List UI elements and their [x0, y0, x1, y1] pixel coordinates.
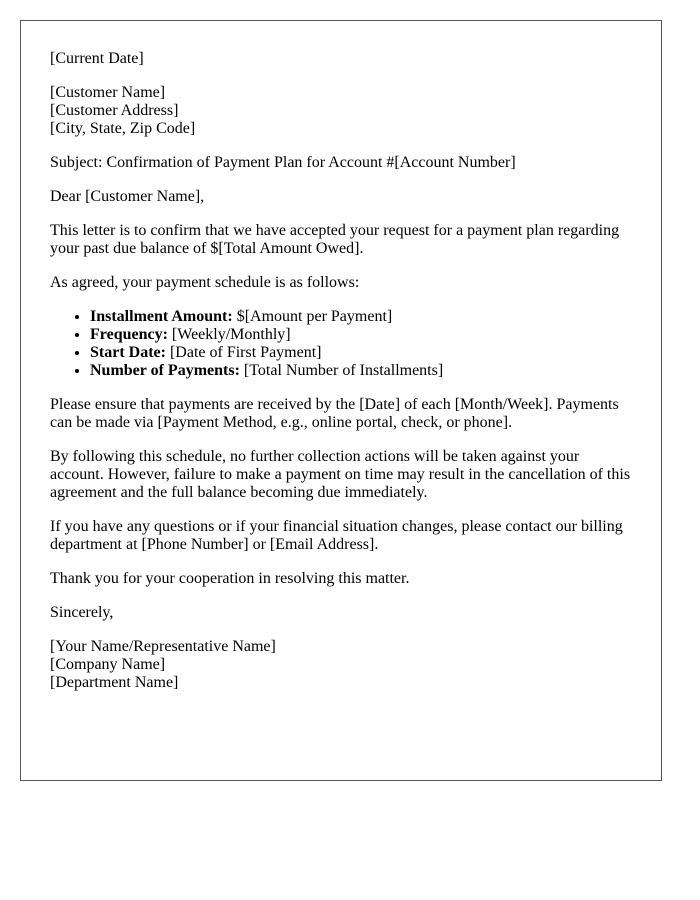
signature-name: [Your Name/Representative Name]: [50, 638, 276, 655]
schedule-value: [Weekly/Monthly]: [167, 326, 291, 343]
salutation: Dear [Customer Name],: [50, 188, 205, 205]
consequences-paragraph: By following this schedule, no further collection actions will be taken against your account. However, failure to make a payment on time may result in the cancellation of this agreement and the full balance becoming due immediately.: [50, 448, 631, 501]
recipient-block: [50, 84, 633, 138]
recipient-address: [Customer Address]: [50, 102, 179, 119]
subject-line: Subject: Confirmation of Payment Plan for Account #[Account Number]: [50, 154, 516, 171]
date: [Current Date]: [50, 50, 144, 67]
schedule-label: Number of Payments:: [90, 362, 240, 379]
schedule-item: [90, 308, 633, 326]
signature-department: [Department Name]: [50, 674, 179, 691]
intro-paragraph: This letter is to confirm that we have accepted your request for a payment plan regarding your past due balance of $[Total Amount Owed].: [50, 222, 620, 257]
schedule-value: $[Amount per Payment]: [232, 308, 393, 325]
schedule-item: [90, 344, 633, 362]
letter: [20, 20, 662, 781]
payment-instructions: Please ensure that payments are received by the [Date] of each [Month/Week]. Payments can be made via [Payment Method, e.g., online portal, check, or phone].: [50, 396, 619, 431]
schedule-label: Installment Amount:: [90, 308, 233, 325]
schedule-value: [Date of First Payment]: [165, 344, 322, 361]
schedule-value: [Total Number of Installments]: [239, 362, 444, 379]
recipient-city: [City, State, Zip Code]: [50, 120, 196, 137]
closing: Sincerely,: [50, 604, 114, 621]
recipient-name: [Customer Name]: [50, 84, 166, 101]
schedule-label: Frequency:: [90, 326, 168, 343]
contact-paragraph: If you have any questions or if your financial situation changes, please contact our billing department at [Phone Number] or [Email Address].: [50, 518, 623, 553]
schedule-label: Start Date:: [90, 344, 166, 361]
schedule-item: [90, 362, 633, 380]
signature-block: [50, 638, 633, 692]
schedule-list: [50, 308, 633, 380]
signature-company: [Company Name]: [50, 656, 166, 673]
schedule-item: [90, 326, 633, 344]
thanks-paragraph: Thank you for your cooperation in resolving this matter.: [50, 570, 410, 587]
schedule-intro: As agreed, your payment schedule is as follows:: [50, 274, 360, 291]
